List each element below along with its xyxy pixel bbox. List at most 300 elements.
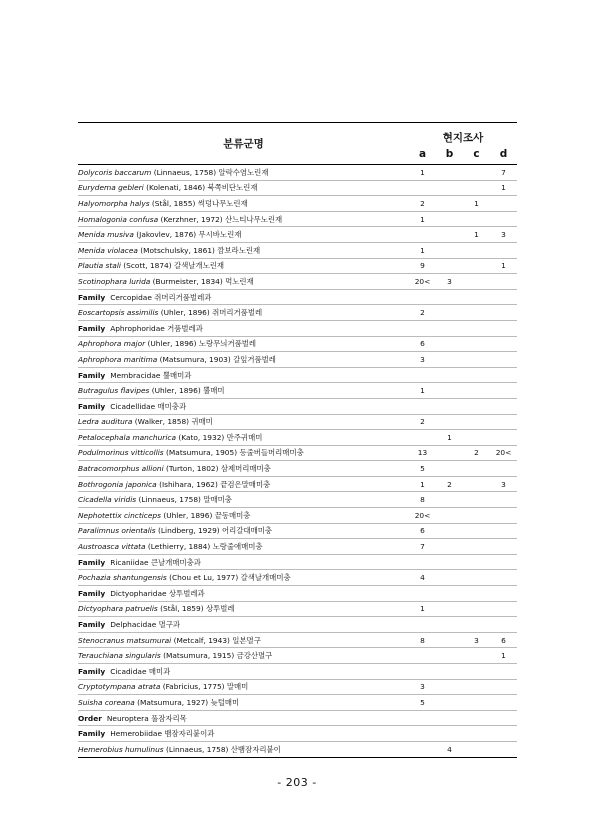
taxon-rank-label: Order — [78, 713, 102, 723]
taxon-name-cell — [78, 367, 409, 383]
taxon-name-cell — [78, 632, 409, 648]
taxon-rank-label: Family — [78, 666, 106, 676]
korean-name: 말매미 — [226, 682, 249, 692]
count-cell-c: 2 — [463, 445, 490, 461]
count-cell-b — [436, 305, 463, 321]
count-cell-a: 1 — [409, 383, 436, 399]
count-cell-d — [490, 367, 517, 383]
count-cell-a: 8 — [409, 632, 436, 648]
korean-name: 삼제머리매미충 — [220, 464, 271, 474]
count-cell-a — [409, 710, 436, 726]
count-cell-a: 1 — [409, 165, 436, 181]
species-row — [78, 305, 517, 321]
count-cell-c — [463, 165, 490, 181]
species-row — [78, 336, 517, 352]
taxon-name-cell — [78, 320, 409, 336]
species-row — [78, 523, 517, 539]
species-row — [78, 414, 517, 430]
family-row — [78, 398, 517, 414]
count-cell-d — [490, 695, 517, 711]
field-survey-header: 현지조사 — [442, 131, 484, 144]
count-cell-d — [490, 726, 517, 742]
count-cell-c — [463, 258, 490, 274]
species-row — [78, 352, 517, 368]
korean-name: 깜보라노린재 — [217, 245, 261, 255]
korean-name: 산뱀잠자리붙이 — [230, 744, 281, 754]
count-cell-c — [463, 180, 490, 196]
taxon-group-name: Ricaniidae — [110, 557, 149, 567]
family-row — [78, 554, 517, 570]
taxon-rank-label: Family — [78, 323, 106, 333]
count-cell-c — [463, 539, 490, 555]
taxon-name-cell — [78, 586, 409, 602]
count-cell-c — [463, 430, 490, 446]
count-cell-d — [490, 570, 517, 586]
count-cell-c — [463, 741, 490, 757]
count-cell-d: 7 — [490, 165, 517, 181]
scientific-name: Suisha coreana — [78, 697, 135, 707]
taxon-rank-label: Family — [78, 401, 106, 411]
species-row — [78, 383, 517, 399]
count-cell-b: 2 — [436, 476, 463, 492]
count-cell-a — [409, 227, 436, 243]
species-row — [78, 601, 517, 617]
count-cell-c — [463, 398, 490, 414]
count-cell-b — [436, 632, 463, 648]
count-cell-b — [436, 383, 463, 399]
count-cell-b — [436, 289, 463, 305]
taxon-name-cell — [78, 539, 409, 555]
scientific-name: Batracomorphus allioni — [78, 464, 164, 474]
count-cell-d — [490, 586, 517, 602]
taxon-name-cell — [78, 726, 409, 742]
count-cell-c — [463, 601, 490, 617]
site-header-a: a — [409, 145, 436, 165]
korean-name: 북쪽비단노린재 — [207, 183, 258, 193]
species-row — [78, 741, 517, 757]
count-cell-d: 1 — [490, 180, 517, 196]
author-year: (Uhler, 1896) — [151, 386, 201, 396]
count-cell-c — [463, 352, 490, 368]
author-year: (Metcalf, 1943) — [173, 635, 230, 645]
taxa-table-body — [78, 165, 517, 758]
count-cell-a: 9 — [409, 258, 436, 274]
count-cell-a — [409, 367, 436, 383]
count-cell-d: 1 — [490, 258, 517, 274]
count-cell-b — [436, 398, 463, 414]
korean-name: 갈잎거품벌레 — [233, 354, 276, 364]
species-row — [78, 695, 517, 711]
korean-name: 풀잠자리목 — [151, 713, 187, 723]
author-year: (Uhler, 1896) — [163, 510, 213, 520]
count-cell-b: 4 — [447, 744, 452, 754]
korean-name: 늦털매미 — [210, 697, 240, 707]
taxon-group-name: Cicadidae — [110, 666, 147, 676]
count-cell-b — [436, 336, 463, 352]
taxon-name-cell — [78, 211, 409, 227]
korean-name: 끝동매미충 — [214, 510, 251, 520]
count-cell-c — [463, 289, 490, 305]
count-cell-b — [436, 352, 463, 368]
count-cell-c — [463, 648, 490, 664]
count-cell-a: 4 — [409, 570, 436, 586]
count-cell-a — [409, 289, 436, 305]
taxon-rank-label: Family — [78, 292, 106, 302]
taxon-name-cell — [78, 476, 409, 492]
count-cell-d: 3 — [490, 227, 517, 243]
korean-name: 쥐머리거품벌레 — [212, 308, 263, 318]
korean-name: 멸구과 — [158, 620, 181, 630]
korean-name: 알락수염노린재 — [218, 167, 269, 177]
count-cell-a — [409, 664, 436, 680]
count-cell-d — [490, 289, 517, 305]
scientific-name: Bothrogonia japonica — [78, 479, 157, 489]
taxon-name-cell — [78, 601, 409, 617]
count-cell-b — [436, 539, 463, 555]
species-row — [78, 242, 517, 258]
korean-name: 일본멸구 — [232, 635, 261, 645]
family-row — [78, 586, 517, 602]
count-cell-d — [490, 539, 517, 555]
count-cell-a: 13 — [409, 445, 436, 461]
count-cell-a: 1 — [409, 601, 436, 617]
count-cell-d — [490, 383, 517, 399]
taxon-group-name: Hemerobiidae — [110, 729, 163, 739]
family-row — [78, 289, 517, 305]
author-year: (Lindberg, 1929) — [158, 526, 220, 536]
taxon-group-name: Delphacidae — [110, 620, 157, 630]
author-year: (Matsumura, 1903) — [159, 354, 231, 364]
scientific-name: Menida violacea — [78, 245, 138, 255]
count-cell-d — [490, 554, 517, 570]
species-row — [78, 492, 517, 508]
scientific-name: Cicadella viridis — [78, 495, 137, 505]
taxon-group-name: Neuroptera — [106, 713, 149, 723]
scientific-name: Terauchiana singularis — [78, 651, 161, 661]
count-cell-d — [490, 414, 517, 430]
count-cell-c — [463, 305, 490, 321]
count-cell-c — [463, 336, 490, 352]
count-cell-c — [463, 461, 490, 477]
author-year: (Turton, 1802) — [165, 464, 219, 474]
count-cell-d: 6 — [490, 632, 517, 648]
count-cell-c — [463, 679, 490, 695]
species-row — [78, 258, 517, 274]
taxon-rank-label: Family — [78, 620, 106, 630]
count-cell-c — [463, 242, 490, 258]
count-cell-d: 20< — [490, 445, 517, 461]
taxon-name-cell — [78, 664, 409, 680]
count-cell-d — [490, 601, 517, 617]
scientific-name: Homalogonia confusa — [78, 214, 159, 224]
korean-name: 갈색날개매미충 — [240, 573, 291, 583]
count-cell-c — [463, 367, 490, 383]
count-cell-d — [490, 211, 517, 227]
count-cell-b — [436, 570, 463, 586]
count-cell-c — [463, 570, 490, 586]
species-row — [78, 476, 517, 492]
count-cell-b: 1 — [436, 430, 463, 446]
count-cell-c: 3 — [463, 632, 490, 648]
count-cell-c — [463, 695, 490, 711]
korean-name: 큰날개매미충과 — [150, 557, 201, 567]
count-cell-a: 1 — [409, 211, 436, 227]
author-year: (Kolenati, 1846) — [146, 183, 206, 193]
count-cell-d — [490, 710, 517, 726]
korean-name: 상투벌레과 — [168, 588, 205, 598]
count-cell-d — [490, 741, 517, 757]
count-cell-b — [436, 492, 463, 508]
taxon-name-cell — [78, 383, 409, 399]
species-row — [78, 539, 517, 555]
taxon-group-name: Dictyopharidae — [110, 588, 167, 598]
scientific-name: Plautia stali — [78, 261, 121, 271]
author-year: (Kerzhner, 1972) — [160, 214, 223, 224]
species-row — [78, 227, 517, 243]
count-cell-a — [409, 741, 436, 757]
count-cell-a — [409, 180, 436, 196]
author-year: (Motschulsky, 1861) — [140, 245, 215, 255]
count-cell-b — [436, 617, 463, 633]
korean-name: 말매미충 — [203, 495, 232, 505]
author-year: (Walker, 1858) — [134, 417, 190, 427]
korean-name: 먹노린재 — [225, 276, 254, 286]
korean-name: 뱀잠자리붙이과 — [164, 729, 215, 739]
count-cell-b — [436, 601, 463, 617]
count-cell-c — [463, 414, 490, 430]
scientific-name: Butragulus flavipes — [78, 386, 150, 396]
korean-name: 어리갈대매미충 — [222, 526, 273, 536]
species-row — [78, 679, 517, 695]
count-cell-c — [463, 664, 490, 680]
count-cell-b — [436, 414, 463, 430]
count-cell-d — [490, 492, 517, 508]
taxon-name-cell — [78, 414, 409, 430]
species-row — [78, 274, 517, 290]
count-cell-b — [436, 165, 463, 181]
scientific-name: Aphrophora maritima — [78, 354, 158, 364]
taxon-rank-label: Family — [78, 729, 106, 739]
scientific-name: Paralimnus orientalis — [78, 526, 156, 536]
taxon-name-cell — [78, 165, 409, 181]
count-cell-b — [436, 664, 463, 680]
species-row — [78, 461, 517, 477]
count-cell-b — [436, 648, 463, 664]
page-number: - 203 - — [277, 776, 317, 789]
species-row — [78, 196, 517, 212]
author-year: (Burmeister, 1834) — [152, 276, 223, 286]
species-row — [78, 211, 517, 227]
scientific-name: Petalocephala manchurica — [78, 432, 176, 442]
count-cell-a — [409, 398, 436, 414]
taxon-name-header: 분류군명 — [78, 123, 409, 165]
species-row — [78, 632, 517, 648]
scientific-name: Menida musiva — [78, 230, 134, 240]
taxon-name-cell — [78, 648, 409, 664]
author-year: (Matsumura, 1927) — [137, 697, 209, 707]
count-cell-c: 1 — [463, 227, 490, 243]
author-year: (Kato, 1932) — [178, 432, 225, 442]
scientific-name: Halyomorpha halys — [78, 198, 150, 208]
korean-name: 뿔매미과 — [162, 370, 192, 380]
count-cell-d — [490, 196, 517, 212]
scientific-name: Eoscartopsis assimilis — [78, 308, 159, 318]
author-year: (Ishihara, 1962) — [159, 479, 218, 489]
taxon-name-cell — [78, 180, 409, 196]
count-cell-a: 2 — [409, 414, 436, 430]
author-year: (Linnaeus, 1758) — [165, 744, 229, 754]
author-year: (Stål, 1859) — [160, 604, 204, 614]
site-header-d: d — [490, 145, 517, 165]
count-cell-c — [463, 726, 490, 742]
count-cell-a: 20< — [409, 508, 436, 524]
count-cell-c — [463, 320, 490, 336]
korean-name: 노랑무늬거품벌레 — [198, 339, 257, 349]
count-cell-a: 5 — [409, 695, 436, 711]
count-cell-d — [490, 461, 517, 477]
scientific-name: Nephotettix cincticeps — [78, 510, 161, 520]
korean-name: 산느티나무노린재 — [225, 214, 283, 224]
taxon-name-cell — [78, 523, 409, 539]
taxon-name-cell — [78, 430, 409, 446]
taxon-group-name: Cercopidae — [110, 292, 152, 302]
author-year: (Uhler, 1896) — [147, 339, 197, 349]
count-cell-d — [490, 242, 517, 258]
taxon-name-cell — [78, 554, 409, 570]
count-cell-b — [436, 320, 463, 336]
count-cell-a — [409, 430, 436, 446]
korean-name: 상투벌레 — [205, 604, 235, 614]
count-cell-d — [490, 508, 517, 524]
taxon-rank-label: Family — [78, 588, 106, 598]
species-row — [78, 445, 517, 461]
scientific-name: Austroasca vittata — [78, 542, 146, 552]
count-cell-d — [490, 679, 517, 695]
count-cell-b — [436, 180, 463, 196]
korean-name: 뿔매미 — [203, 386, 225, 396]
count-cell-c — [463, 554, 490, 570]
count-cell-a: 1 — [409, 242, 436, 258]
species-row — [78, 570, 517, 586]
count-cell-b — [436, 726, 463, 742]
count-cell-a: 5 — [409, 461, 436, 477]
species-row — [78, 648, 517, 664]
count-cell-a — [409, 617, 436, 633]
korean-name: 거품벌레과 — [167, 323, 203, 333]
author-year: (Matsumura, 1915) — [163, 651, 235, 661]
taxon-name-cell — [78, 305, 409, 321]
taxon-name-cell — [78, 570, 409, 586]
count-cell-c — [463, 617, 490, 633]
taxon-name-cell — [78, 289, 409, 305]
order-row — [78, 710, 517, 726]
count-cell-d — [490, 398, 517, 414]
korean-name: 갈색날개노린재 — [174, 261, 224, 271]
count-cell-b — [436, 695, 463, 711]
count-cell-b — [436, 508, 463, 524]
korean-name: 썩덩나무노린재 — [197, 198, 248, 208]
author-year: (Jakovlev, 1876) — [136, 230, 197, 240]
count-cell-d — [490, 336, 517, 352]
korean-name: 금강산멸구 — [236, 651, 273, 661]
count-cell-b — [436, 586, 463, 602]
taxon-name-cell — [78, 492, 409, 508]
korean-name: 등줄버들머리매미충 — [239, 448, 304, 458]
author-year: (Scott, 1874) — [123, 261, 172, 271]
scientific-name: Podulmorinus vitticollis — [78, 448, 164, 458]
author-year: (Uhler, 1896) — [160, 308, 210, 318]
count-cell-b — [436, 445, 463, 461]
count-cell-c — [463, 523, 490, 539]
korean-name: 무시바노린재 — [198, 230, 242, 240]
count-cell-a — [409, 554, 436, 570]
scientific-name: Dolycoris baccarum — [78, 167, 152, 177]
author-year: (Linnaeus, 1758) — [153, 167, 217, 177]
count-cell-a: 2 — [409, 196, 436, 212]
count-cell-c — [463, 383, 490, 399]
korean-name: 귀매미 — [191, 417, 213, 427]
count-cell-c — [463, 586, 490, 602]
species-row — [78, 165, 517, 181]
taxon-group-name: Aphrophoridae — [110, 323, 165, 333]
taxon-name-cell — [78, 196, 409, 212]
scientific-name: Eurydema gebleri — [78, 183, 144, 193]
taxon-name-cell — [78, 695, 409, 711]
count-cell-b — [436, 461, 463, 477]
count-cell-c — [463, 274, 490, 290]
count-cell-a: 7 — [409, 539, 436, 555]
count-cell-c — [463, 492, 490, 508]
korean-name: 끝검은말매미충 — [220, 479, 271, 489]
family-row — [78, 664, 517, 680]
site-header-c: c — [463, 145, 490, 165]
korean-name: 쥐머리거품벌레과 — [154, 292, 212, 302]
count-cell-a — [409, 586, 436, 602]
count-cell-d — [490, 617, 517, 633]
family-row — [78, 726, 517, 742]
count-cell-a: 8 — [409, 492, 436, 508]
korean-name: 만주귀매미 — [226, 432, 263, 442]
count-cell-d: 1 — [490, 648, 517, 664]
taxon-name-cell — [78, 352, 409, 368]
taxon-name-cell — [78, 741, 409, 757]
count-cell-a — [409, 726, 436, 742]
family-row — [78, 367, 517, 383]
scientific-name: Dictyophara patruelis — [78, 604, 158, 614]
taxon-name-cell — [78, 398, 409, 414]
taxon-name-cell — [78, 617, 409, 633]
count-cell-b — [436, 196, 463, 212]
count-cell-b — [436, 242, 463, 258]
count-cell-a: 6 — [409, 336, 436, 352]
species-row — [78, 180, 517, 196]
count-cell-d — [490, 320, 517, 336]
count-cell-b — [436, 211, 463, 227]
author-year: (Lethierry, 1884) — [147, 542, 211, 552]
species-row — [78, 430, 517, 446]
taxon-rank-label: Family — [78, 557, 106, 567]
count-cell-a: 1 — [409, 476, 436, 492]
taxon-group-name: Cicadellidae — [110, 401, 156, 411]
count-cell-b — [436, 554, 463, 570]
taxon-name-cell — [78, 508, 409, 524]
author-year: (Linnaeus, 1758) — [138, 495, 201, 505]
taxon-name-cell — [78, 227, 409, 243]
taxon-rank-label: Family — [78, 370, 106, 380]
count-cell-a: 2 — [409, 305, 436, 321]
count-cell-b — [436, 227, 463, 243]
count-cell-b: 3 — [436, 274, 463, 290]
